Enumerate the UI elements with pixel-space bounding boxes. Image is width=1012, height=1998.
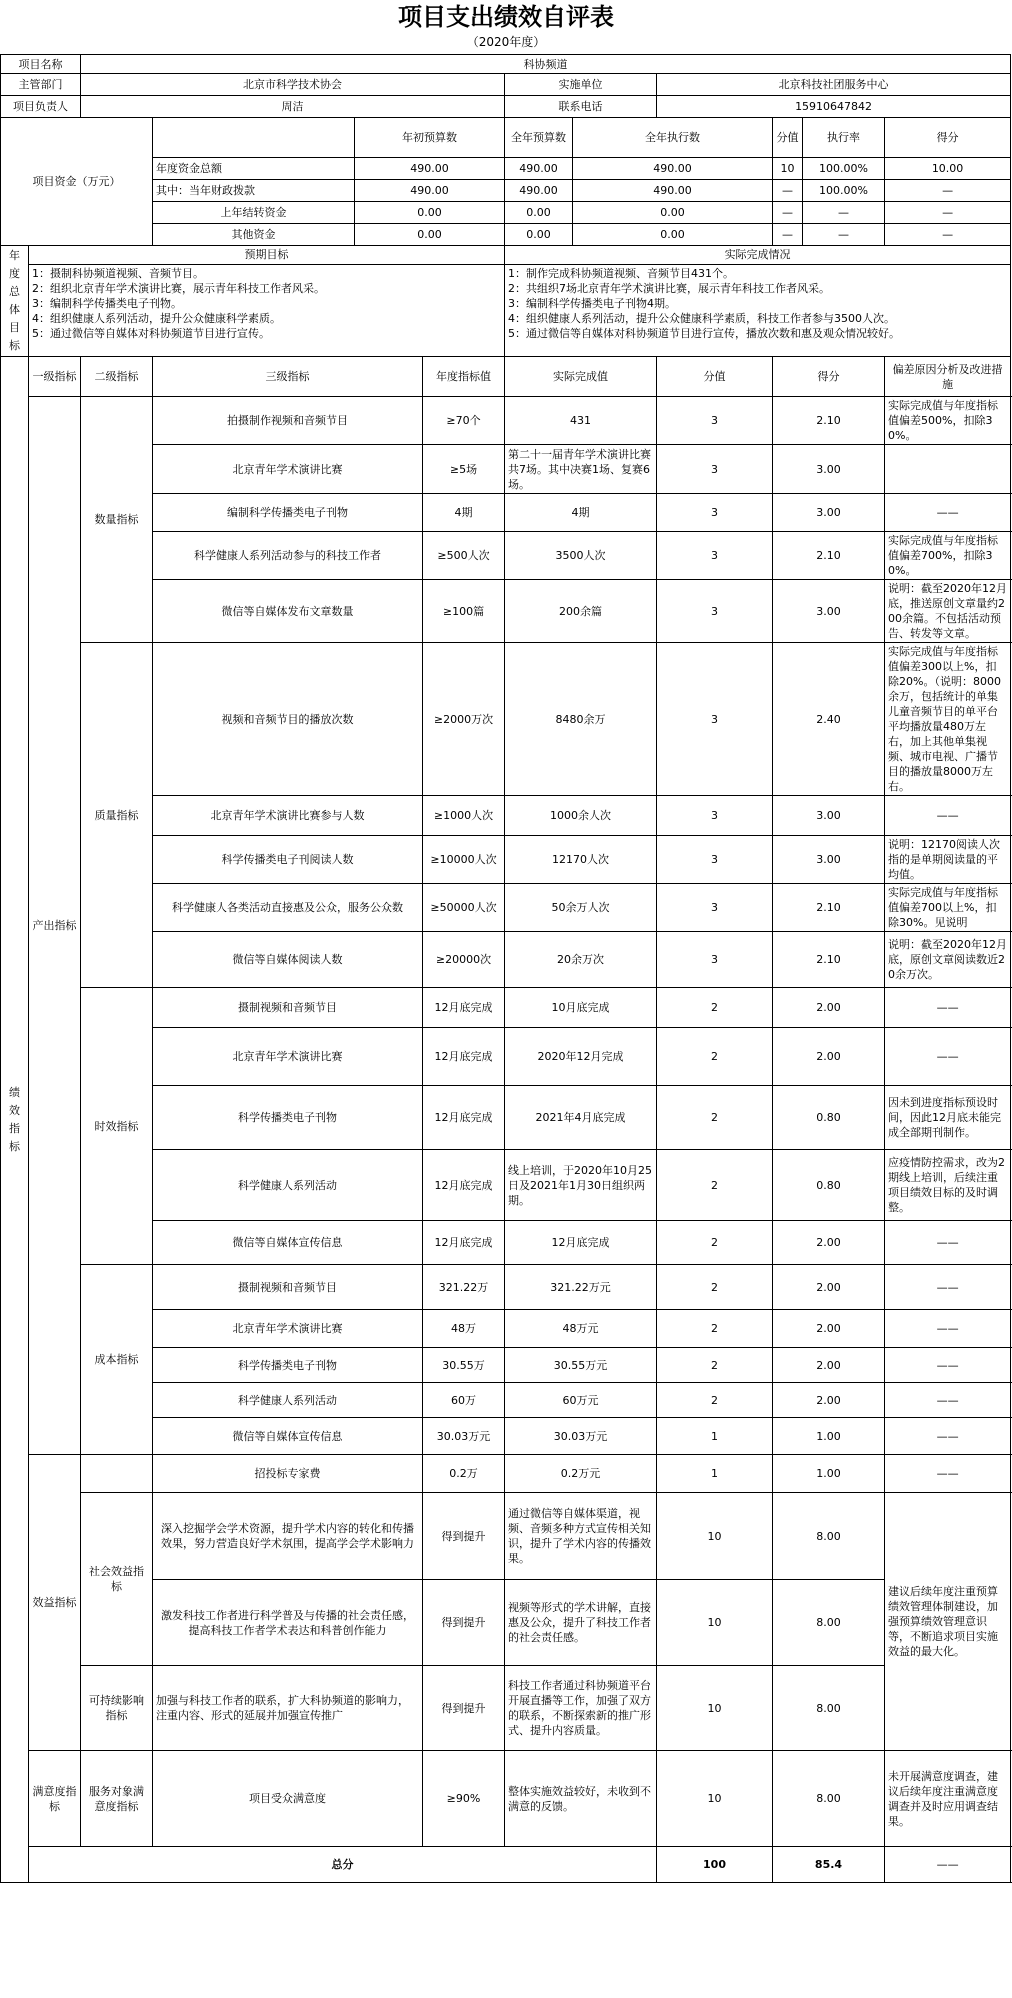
indicator-actual: 10月底完成 bbox=[505, 988, 657, 1028]
l2-timeliness: 时效指标 bbox=[81, 988, 153, 1265]
indicator-score: 3 bbox=[657, 532, 773, 580]
indicator-name: 科学健康人各类活动直接惠及公众，服务公众数 bbox=[153, 884, 423, 932]
indicator-name: 摄制视频和音频节目 bbox=[153, 1265, 423, 1310]
indicator-actual: 431 bbox=[505, 397, 657, 445]
indicator-score: 2 bbox=[657, 1150, 773, 1221]
l2-cost: 成本指标 bbox=[81, 1265, 153, 1455]
indicator-got: 2.00 bbox=[773, 1028, 885, 1086]
indicator-target: 12月底完成 bbox=[423, 1028, 505, 1086]
indicator-actual: 线上培训，于2020年10月25日及2021年1月30日组织两期。 bbox=[505, 1150, 657, 1221]
funds-cell: — bbox=[885, 180, 1011, 202]
indicator-score: 2 bbox=[657, 988, 773, 1028]
indicator-target: ≥50000人次 bbox=[423, 884, 505, 932]
indicator-note: 说明：截至2020年12月底，原创文章阅读数近20余万次。 bbox=[885, 932, 1011, 988]
funds-header: 年初预算数 bbox=[355, 118, 505, 158]
indicator-name: 深入挖掘学会学术资源，提升学术内容的转化和传播效果，努力营造良好学术氛围，提高学会学术影响力 bbox=[153, 1493, 423, 1580]
indicator-target: 4期 bbox=[423, 494, 505, 532]
funds-cell: 490.00 bbox=[505, 180, 573, 202]
indicator-score: 3 bbox=[657, 836, 773, 884]
l1-satisfaction: 满意度指标 bbox=[29, 1751, 81, 1847]
indicator-target: 得到提升 bbox=[423, 1580, 505, 1666]
indicator-got: 2.10 bbox=[773, 884, 885, 932]
indicator-note: 说明：12170阅读人次指的是单期阅读量的平均值。 bbox=[885, 836, 1011, 884]
l2-quantity: 数量指标 bbox=[81, 397, 153, 643]
indicator-actual: 8480余万 bbox=[505, 643, 657, 796]
indicator-actual: 科技工作者通过科协频道平台开展直播等工作，加强了双方的联系，不断探索新的推广形式、提升内容质量。 bbox=[505, 1666, 657, 1751]
indicator-actual: 0.2万元 bbox=[505, 1455, 657, 1493]
indicator-got: 8.00 bbox=[773, 1751, 885, 1847]
actual-goals: 1：制作完成科协频道视频、音频节目431个。 2：共组织7场北京青年学术演讲比赛，展示青年科技工作者风采。 3：编制科学传播类电子刊物4期。 4：组织健康人系列活动，提升公众健康科学素质，科技工作者参与3500人次。 5：通过微信等自媒体对科协频道节目进行宣传，播放次数和惠及观众情况较好。 bbox=[505, 264, 1011, 356]
indicator-score: 3 bbox=[657, 445, 773, 494]
phone-label: 联系电话 bbox=[505, 96, 657, 118]
indicator-actual: 30.03万元 bbox=[505, 1418, 657, 1455]
funds-header: 全年预算数 bbox=[505, 118, 573, 158]
indicator-note: 未开展满意度调查，建议后续年度注重满意度调查并及时应用调查结果。 bbox=[885, 1751, 1011, 1847]
indicator-target: ≥500人次 bbox=[423, 532, 505, 580]
indicator-actual: 200余篇 bbox=[505, 580, 657, 643]
indicator-name: 微信等自媒体发布文章数量 bbox=[153, 580, 423, 643]
indicator-header: 分值 bbox=[657, 357, 773, 397]
indicator-got: 3.00 bbox=[773, 796, 885, 836]
indicator-note: —— bbox=[885, 1348, 1011, 1383]
indicator-header: 实际完成值 bbox=[505, 357, 657, 397]
indicator-got: 2.40 bbox=[773, 643, 885, 796]
funds-row-name: 其他资金 bbox=[153, 224, 355, 246]
indicator-header: 偏差原因分析及改进措施 bbox=[885, 357, 1011, 397]
funds-cell: 100.00% bbox=[803, 180, 885, 202]
indicator-target: 30.55万 bbox=[423, 1348, 505, 1383]
indicator-score: 2 bbox=[657, 1310, 773, 1348]
actual-header: 实际完成情况 bbox=[505, 246, 1011, 265]
indicator-target: ≥5场 bbox=[423, 445, 505, 494]
funds-cell: 0.00 bbox=[573, 224, 773, 246]
funds-row-name: 年度资金总额 bbox=[153, 158, 355, 180]
indicator-target: ≥90% bbox=[423, 1751, 505, 1847]
indicator-note: —— bbox=[885, 988, 1011, 1028]
indicator-note: —— bbox=[885, 1221, 1011, 1265]
indicator-got: 3.00 bbox=[773, 445, 885, 494]
indicator-target: 0.2万 bbox=[423, 1455, 505, 1493]
indicator-target: 得到提升 bbox=[423, 1493, 505, 1580]
indicator-actual: 通过微信等自媒体渠道，视频、音频多种方式宣传相关知识，提升了学术内容的传播效果。 bbox=[505, 1493, 657, 1580]
indicator-note: —— bbox=[885, 1310, 1011, 1348]
indicator-score: 3 bbox=[657, 932, 773, 988]
indicator-note: 因未到进度指标预设时间，因此12月底未能完成全部期刊制作。 bbox=[885, 1086, 1011, 1150]
indicator-target: ≥1000人次 bbox=[423, 796, 505, 836]
indicator-score: 10 bbox=[657, 1751, 773, 1847]
indicator-note: —— bbox=[885, 796, 1011, 836]
funds-cell: — bbox=[773, 224, 803, 246]
indicator-score: 3 bbox=[657, 580, 773, 643]
funds-cell: — bbox=[803, 224, 885, 246]
indicator-actual: 3500人次 bbox=[505, 532, 657, 580]
indicator-score: 2 bbox=[657, 1383, 773, 1418]
indicator-name: 科学健康人系列活动 bbox=[153, 1150, 423, 1221]
indicator-target: ≥20000次 bbox=[423, 932, 505, 988]
indicator-name: 激发科技工作者进行科学普及与传播的社会责任感，提高科技工作者学术表达和科普创作能力 bbox=[153, 1580, 423, 1666]
indicator-header: 年度指标值 bbox=[423, 357, 505, 397]
l2-social: 社会效益指标 bbox=[81, 1493, 153, 1666]
indicator-score: 2 bbox=[657, 1348, 773, 1383]
indicator-got: 2.00 bbox=[773, 988, 885, 1028]
indicator-target: ≥2000万次 bbox=[423, 643, 505, 796]
project-name-label: 项目名称 bbox=[1, 55, 81, 74]
indicator-got: 8.00 bbox=[773, 1493, 885, 1580]
indicator-note: —— bbox=[885, 1028, 1011, 1086]
indicator-note: 实际完成值与年度指标值偏差700以上%，扣除30%。见说明 bbox=[885, 884, 1011, 932]
funds-cell: 0.00 bbox=[355, 224, 505, 246]
indicator-got: 2.00 bbox=[773, 1383, 885, 1418]
indicator-got: 0.80 bbox=[773, 1150, 885, 1221]
indicator-name: 编制科学传播类电子刊物 bbox=[153, 494, 423, 532]
total-score: 100 bbox=[657, 1847, 773, 1883]
indicator-name: 摄制视频和音频节目 bbox=[153, 988, 423, 1028]
indicator-score: 3 bbox=[657, 494, 773, 532]
indicator-target: ≥70个 bbox=[423, 397, 505, 445]
funds-cell: 490.00 bbox=[573, 180, 773, 202]
indicator-note: 说明：截至2020年12月底，推送原创文章量约200余篇。不包括活动预告、转发等文章。 bbox=[885, 580, 1011, 643]
funds-cell: 490.00 bbox=[355, 158, 505, 180]
indicator-actual: 1000余人次 bbox=[505, 796, 657, 836]
indicator-score: 2 bbox=[657, 1265, 773, 1310]
indicator-actual: 整体实施效益较好，未收到不满意的反馈。 bbox=[505, 1751, 657, 1847]
indicator-header: 三级指标 bbox=[153, 357, 423, 397]
dept-label: 主管部门 bbox=[1, 74, 81, 96]
indicator-got: 2.10 bbox=[773, 532, 885, 580]
indicator-actual: 30.55万元 bbox=[505, 1348, 657, 1383]
page-title: 项目支出绩效自评表 bbox=[398, 2, 614, 31]
indicator-name: 北京青年学术演讲比赛 bbox=[153, 1310, 423, 1348]
indicator-target: 12月底完成 bbox=[423, 988, 505, 1028]
indicator-got: 8.00 bbox=[773, 1580, 885, 1666]
funds-cell: 0.00 bbox=[573, 202, 773, 224]
indicator-score: 3 bbox=[657, 884, 773, 932]
project-name: 科协频道 bbox=[81, 55, 1011, 74]
indicator-actual: 20余万次 bbox=[505, 932, 657, 988]
indicator-score: 3 bbox=[657, 397, 773, 445]
indicator-header: 二级指标 bbox=[81, 357, 153, 397]
indicator-score: 2 bbox=[657, 1086, 773, 1150]
indicator-name: 科学健康人系列活动参与的科技工作者 bbox=[153, 532, 423, 580]
report-year: （2020年度） bbox=[466, 35, 546, 49]
indicator-got: 8.00 bbox=[773, 1666, 885, 1751]
indicator-actual: 50余万人次 bbox=[505, 884, 657, 932]
indicator-target: 48万 bbox=[423, 1310, 505, 1348]
funds-cell: 0.00 bbox=[505, 202, 573, 224]
l1-output: 产出指标 bbox=[29, 397, 81, 1455]
indicator-got: 3.00 bbox=[773, 836, 885, 884]
funds-cell: 490.00 bbox=[573, 158, 773, 180]
indicator-got: 2.10 bbox=[773, 397, 885, 445]
indicator-note: 实际完成值与年度指标值偏差700%，扣除30%。 bbox=[885, 532, 1011, 580]
funds-header: 分值 bbox=[773, 118, 803, 158]
indicator-actual: 2021年4月底完成 bbox=[505, 1086, 657, 1150]
indicator-actual: 321.22万元 bbox=[505, 1265, 657, 1310]
phone-value: 15910647842 bbox=[657, 96, 1011, 118]
indicator-target: 12月底完成 bbox=[423, 1086, 505, 1150]
indicator-header: 一级指标 bbox=[29, 357, 81, 397]
evaluation-table bbox=[0, 54, 1011, 1883]
funds-cell: — bbox=[885, 224, 1011, 246]
indicator-name: 科学传播类电子刊物 bbox=[153, 1086, 423, 1150]
indicator-note: —— bbox=[885, 1455, 1011, 1493]
indicator-got: 2.00 bbox=[773, 1221, 885, 1265]
indicator-score: 10 bbox=[657, 1580, 773, 1666]
indicator-note: —— bbox=[885, 494, 1011, 532]
indicator-note: —— bbox=[885, 1383, 1011, 1418]
funds-header: 全年执行数 bbox=[573, 118, 773, 158]
funds-cell: — bbox=[773, 202, 803, 224]
funds-header: 执行率 bbox=[803, 118, 885, 158]
indicator-got: 2.00 bbox=[773, 1310, 885, 1348]
indicator-name: 微信等自媒体宣传信息 bbox=[153, 1221, 423, 1265]
indicator-got: 0.80 bbox=[773, 1086, 885, 1150]
indicator-actual: 12月底完成 bbox=[505, 1221, 657, 1265]
indicator-name: 科学健康人系列活动 bbox=[153, 1383, 423, 1418]
funds-cell: 10 bbox=[773, 158, 803, 180]
indicator-score: 3 bbox=[657, 796, 773, 836]
total-note: —— bbox=[885, 1847, 1011, 1883]
funds-cell: 0.00 bbox=[355, 202, 505, 224]
leader-value: 周洁 bbox=[81, 96, 505, 118]
indicator-actual: 12170人次 bbox=[505, 836, 657, 884]
indicator-score: 10 bbox=[657, 1666, 773, 1751]
indicator-name: 招投标专家费 bbox=[153, 1455, 423, 1493]
impl-value: 北京科技社团服务中心 bbox=[657, 74, 1011, 96]
indicator-name: 视频和音频节目的播放次数 bbox=[153, 643, 423, 796]
indicator-name: 微信等自媒体阅读人数 bbox=[153, 932, 423, 988]
indicator-target: ≥100篇 bbox=[423, 580, 505, 643]
indicator-actual: 第二十一届青年学术演讲比赛共7场。其中决赛1场、复赛6场。 bbox=[505, 445, 657, 494]
indicator-target: 60万 bbox=[423, 1383, 505, 1418]
indicators-section-label: 绩效指标 bbox=[1, 357, 29, 1883]
indicator-note: 实际完成值与年度指标值偏差300以上%，扣除20%。（说明：8000余万，包括统计的单集儿童音频节目的单平台平均播放量480万左右，加上其他单集视频、城市电视、广播节目的播放量8000万左右。 bbox=[885, 643, 1011, 796]
leader-label: 项目负责人 bbox=[1, 96, 81, 118]
indicator-got: 3.00 bbox=[773, 494, 885, 532]
indicator-name: 拍摄制作视频和音频节目 bbox=[153, 397, 423, 445]
indicator-name: 加强与科技工作者的联系，扩大科协频道的影响力，注重内容、形式的延展并加强宣传推广 bbox=[153, 1666, 423, 1751]
dept-value: 北京市科学技术协会 bbox=[81, 74, 505, 96]
funds-label: 项目资金（万元） bbox=[1, 118, 153, 246]
l2-quality: 质量指标 bbox=[81, 643, 153, 988]
indicator-target: 12月底完成 bbox=[423, 1221, 505, 1265]
indicator-note bbox=[885, 445, 1011, 494]
indicator-name: 科学传播类电子刊物 bbox=[153, 1348, 423, 1383]
indicator-actual: 48万元 bbox=[505, 1310, 657, 1348]
indicator-score: 1 bbox=[657, 1455, 773, 1493]
indicator-actual: 4期 bbox=[505, 494, 657, 532]
indicator-note: —— bbox=[885, 1418, 1011, 1455]
funds-cell: 490.00 bbox=[355, 180, 505, 202]
indicator-got: 2.00 bbox=[773, 1265, 885, 1310]
funds-row-name: 上年结转资金 bbox=[153, 202, 355, 224]
indicator-name: 微信等自媒体宣传信息 bbox=[153, 1418, 423, 1455]
indicator-name: 项目受众满意度 bbox=[153, 1751, 423, 1847]
indicator-score: 3 bbox=[657, 643, 773, 796]
indicator-score: 1 bbox=[657, 1418, 773, 1455]
indicator-got: 1.00 bbox=[773, 1418, 885, 1455]
funds-cell: 0.00 bbox=[505, 224, 573, 246]
total-got: 85.4 bbox=[773, 1847, 885, 1883]
expected-header: 预期目标 bbox=[29, 246, 505, 265]
funds-cell: — bbox=[803, 202, 885, 224]
indicator-got: 3.00 bbox=[773, 580, 885, 643]
expected-goals: 1：摄制科协频道视频、音频节目。 2：组织北京青年学术演讲比赛，展示青年科技工作者风采。 3：编制科学传播类电子刊物。 4：组织健康人系列活动，提升公众健康科学素质。 5：通过微信等自媒体对科协频道节目进行宣传。 bbox=[29, 264, 505, 356]
indicator-actual: 2020年12月完成 bbox=[505, 1028, 657, 1086]
indicator-note: 应疫情防控需求，改为2期线上培训，后续注重项目绩效目标的及时调整。 bbox=[885, 1150, 1011, 1221]
funds-cell: — bbox=[773, 180, 803, 202]
funds-cell: — bbox=[885, 202, 1011, 224]
indicator-name: 北京青年学术演讲比赛参与人数 bbox=[153, 796, 423, 836]
l2-service: 服务对象满意度指标 bbox=[81, 1751, 153, 1847]
funds-row-name: 其中：当年财政拨款 bbox=[153, 180, 355, 202]
indicator-target: 得到提升 bbox=[423, 1666, 505, 1751]
indicator-note: —— bbox=[885, 1265, 1011, 1310]
indicator-target: 30.03万元 bbox=[423, 1418, 505, 1455]
indicator-target: 12月底完成 bbox=[423, 1150, 505, 1221]
funds-cell: 100.00% bbox=[803, 158, 885, 180]
indicator-got: 2.10 bbox=[773, 932, 885, 988]
funds-cell: 10.00 bbox=[885, 158, 1011, 180]
indicator-note: 实际完成值与年度指标值偏差500%，扣除30%。 bbox=[885, 397, 1011, 445]
indicator-name: 北京青年学术演讲比赛 bbox=[153, 1028, 423, 1086]
indicator-header: 得分 bbox=[773, 357, 885, 397]
indicator-name: 科学传播类电子刊阅读人数 bbox=[153, 836, 423, 884]
goals-label: 年度总体目标 bbox=[1, 246, 29, 357]
l1-effect: 效益指标 bbox=[29, 1455, 81, 1751]
l2-sustain: 可持续影响指标 bbox=[81, 1666, 153, 1751]
funds-header: 得分 bbox=[885, 118, 1011, 158]
funds-cell: 490.00 bbox=[505, 158, 573, 180]
indicator-target: ≥10000人次 bbox=[423, 836, 505, 884]
indicator-name: 北京青年学术演讲比赛 bbox=[153, 445, 423, 494]
indicator-score: 2 bbox=[657, 1028, 773, 1086]
effect-note: 建议后续年度注重预算绩效管理体制建设，加强预算绩效管理意识等，不断追求项目实施效益的最大化。 bbox=[885, 1493, 1011, 1751]
indicator-got: 1.00 bbox=[773, 1455, 885, 1493]
indicator-score: 10 bbox=[657, 1493, 773, 1580]
indicator-actual: 视频等形式的学术讲解，直接惠及公众，提升了科技工作者的社会责任感。 bbox=[505, 1580, 657, 1666]
indicator-actual: 60万元 bbox=[505, 1383, 657, 1418]
indicator-got: 2.00 bbox=[773, 1348, 885, 1383]
impl-label: 实施单位 bbox=[505, 74, 657, 96]
total-label: 总分 bbox=[29, 1847, 657, 1883]
indicator-score: 2 bbox=[657, 1221, 773, 1265]
indicator-target: 321.22万 bbox=[423, 1265, 505, 1310]
